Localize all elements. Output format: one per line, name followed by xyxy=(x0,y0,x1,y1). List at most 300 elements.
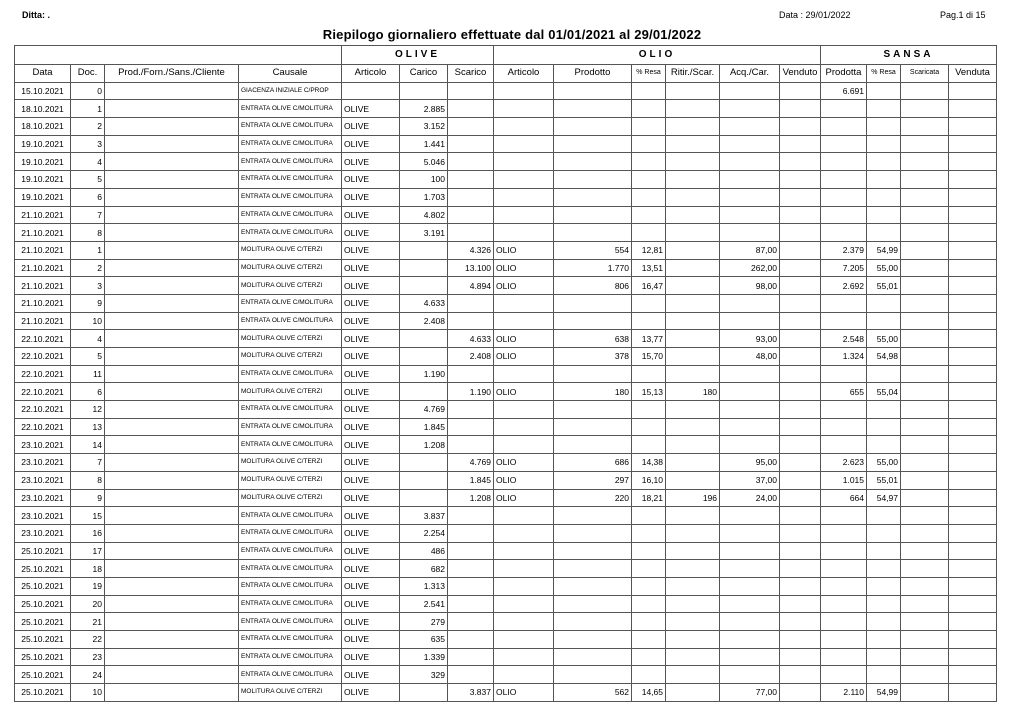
col-venduto-cell xyxy=(780,171,821,189)
col-data-cell: 21.10.2021 xyxy=(15,224,71,242)
col-resa-olio-cell xyxy=(632,595,666,613)
col-doc-cell: 18 xyxy=(71,560,105,578)
col-articolo-olio-cell xyxy=(494,100,554,118)
col-venduto-cell xyxy=(780,471,821,489)
col-ritir-scar-cell xyxy=(666,135,720,153)
col-data-cell: 19.10.2021 xyxy=(15,171,71,189)
col-prodotta-cell: 1.324 xyxy=(821,348,867,366)
col-cliente-cell xyxy=(105,454,239,472)
col-prodotto-cell xyxy=(554,171,632,189)
table-row xyxy=(15,383,997,401)
col-cliente-cell xyxy=(105,312,239,330)
col-prodotto-cell xyxy=(554,206,632,224)
col-articolo-olio-cell xyxy=(494,188,554,206)
col-ritir-scar-cell xyxy=(666,82,720,100)
col-resa-sansa-cell: 54,99 xyxy=(867,684,901,702)
col-articolo-olive-cell: OLIVE xyxy=(342,666,400,684)
col-articolo-olive-cell: OLIVE xyxy=(342,684,400,702)
col-venduto-cell xyxy=(780,294,821,312)
col-causale-cell: ENTRATA OLIVE C/MOLITURA xyxy=(239,206,342,224)
col-scarico-header: Scarico xyxy=(448,65,494,83)
col-cliente-cell xyxy=(105,436,239,454)
company-label: Ditta: . xyxy=(22,10,50,20)
col-acq-car-cell xyxy=(720,171,780,189)
col-doc-cell: 11 xyxy=(71,365,105,383)
col-venduto-cell xyxy=(780,684,821,702)
col-scarico-cell xyxy=(448,118,494,136)
col-doc-cell: 10 xyxy=(71,684,105,702)
col-articolo-olio-cell: OLIO xyxy=(494,259,554,277)
col-doc-cell: 24 xyxy=(71,666,105,684)
col-scarico-cell xyxy=(448,82,494,100)
col-resa-sansa-cell xyxy=(867,613,901,631)
table-row xyxy=(15,648,997,666)
col-carico-cell: 3.191 xyxy=(400,224,448,242)
col-doc-cell: 9 xyxy=(71,294,105,312)
col-venduta-header: Venduta xyxy=(949,65,997,83)
col-data-cell: 25.10.2021 xyxy=(15,595,71,613)
col-prodotta-cell xyxy=(821,224,867,242)
table-row xyxy=(15,507,997,525)
col-data-cell: 21.10.2021 xyxy=(15,241,71,259)
col-doc-cell: 4 xyxy=(71,330,105,348)
col-articolo-olio-cell xyxy=(494,613,554,631)
col-prodotta-cell xyxy=(821,188,867,206)
col-prodotto-cell xyxy=(554,631,632,649)
col-scarico-cell xyxy=(448,171,494,189)
col-articolo-olive-cell: OLIVE xyxy=(342,294,400,312)
col-acq-car-cell xyxy=(720,542,780,560)
col-prodotta-cell xyxy=(821,436,867,454)
col-prodotta-cell xyxy=(821,365,867,383)
col-prodotto-cell xyxy=(554,312,632,330)
col-resa-sansa-cell xyxy=(867,648,901,666)
col-venduta-cell xyxy=(949,401,997,419)
col-scaricata-header: Scaricata xyxy=(901,65,949,83)
col-causale-cell: ENTRATA OLIVE C/MOLITURA xyxy=(239,365,342,383)
col-prodotto-cell xyxy=(554,436,632,454)
col-venduta-cell xyxy=(949,454,997,472)
col-scaricata-cell xyxy=(901,631,949,649)
col-scarico-cell xyxy=(448,595,494,613)
col-cliente-cell xyxy=(105,418,239,436)
col-ritir-scar-cell xyxy=(666,259,720,277)
col-doc-cell: 17 xyxy=(71,542,105,560)
col-carico-cell: 2.408 xyxy=(400,312,448,330)
col-articolo-olive-cell: OLIVE xyxy=(342,100,400,118)
col-venduta-cell xyxy=(949,348,997,366)
col-scaricata-cell xyxy=(901,507,949,525)
col-data-cell: 21.10.2021 xyxy=(15,277,71,295)
col-resa-sansa-cell: 54,98 xyxy=(867,348,901,366)
col-articolo-olio-cell xyxy=(494,436,554,454)
col-carico-cell: 1.339 xyxy=(400,648,448,666)
col-acq-car-cell: 24,00 xyxy=(720,489,780,507)
col-ritir-scar-cell xyxy=(666,100,720,118)
col-scarico-cell xyxy=(448,542,494,560)
col-acq-car-cell: 37,00 xyxy=(720,471,780,489)
col-articolo-olive-cell: OLIVE xyxy=(342,383,400,401)
col-data-cell: 25.10.2021 xyxy=(15,613,71,631)
col-cliente-cell xyxy=(105,613,239,631)
col-prodotto-cell xyxy=(554,401,632,419)
col-acq-car-cell xyxy=(720,401,780,419)
col-data-cell: 18.10.2021 xyxy=(15,100,71,118)
col-carico-cell: 2.254 xyxy=(400,524,448,542)
col-cliente-cell xyxy=(105,507,239,525)
col-resa-sansa-cell xyxy=(867,436,901,454)
col-scarico-cell: 4.894 xyxy=(448,277,494,295)
col-ritir-scar-cell xyxy=(666,330,720,348)
col-doc-cell: 6 xyxy=(71,188,105,206)
col-resa-sansa-cell: 54,97 xyxy=(867,489,901,507)
col-resa-olio-cell xyxy=(632,631,666,649)
col-data-cell: 25.10.2021 xyxy=(15,542,71,560)
col-causale-cell: MOLITURA OLIVE C/TERZI xyxy=(239,277,342,295)
col-prodotta-cell: 655 xyxy=(821,383,867,401)
col-ritir-scar-cell xyxy=(666,613,720,631)
col-venduta-cell xyxy=(949,666,997,684)
col-venduto-cell xyxy=(780,577,821,595)
col-acq-car-cell xyxy=(720,631,780,649)
col-acq-car-cell xyxy=(720,613,780,631)
col-venduta-cell xyxy=(949,294,997,312)
col-acq-car-cell xyxy=(720,648,780,666)
col-causale-cell: ENTRATA OLIVE C/MOLITURA xyxy=(239,666,342,684)
col-resa-olio-header: % Resa xyxy=(632,65,666,83)
col-scaricata-cell xyxy=(901,401,949,419)
col-scaricata-cell xyxy=(901,206,949,224)
col-venduta-cell xyxy=(949,383,997,401)
col-causale-cell: ENTRATA OLIVE C/MOLITURA xyxy=(239,524,342,542)
col-scarico-cell xyxy=(448,401,494,419)
col-articolo-olio-cell xyxy=(494,418,554,436)
col-scarico-cell: 4.769 xyxy=(448,454,494,472)
col-venduta-cell xyxy=(949,613,997,631)
col-articolo-olio-cell: OLIO xyxy=(494,454,554,472)
col-carico-cell: 3.152 xyxy=(400,118,448,136)
col-prodotta-cell xyxy=(821,666,867,684)
col-articolo-olio-cell xyxy=(494,595,554,613)
table-body xyxy=(15,82,997,701)
col-causale-header: Causale xyxy=(239,65,342,83)
col-prodotta-cell: 664 xyxy=(821,489,867,507)
col-venduta-cell xyxy=(949,330,997,348)
col-venduta-cell xyxy=(949,365,997,383)
col-articolo-olive-cell: OLIVE xyxy=(342,171,400,189)
col-resa-sansa-cell xyxy=(867,631,901,649)
col-doc-cell: 19 xyxy=(71,577,105,595)
col-acq-car-cell xyxy=(720,524,780,542)
col-scarico-cell xyxy=(448,631,494,649)
table-row xyxy=(15,153,997,171)
col-ritir-scar-cell xyxy=(666,542,720,560)
col-resa-olio-cell: 16,47 xyxy=(632,277,666,295)
col-scaricata-cell xyxy=(901,153,949,171)
col-venduta-cell xyxy=(949,100,997,118)
col-resa-sansa-cell xyxy=(867,188,901,206)
col-scarico-cell xyxy=(448,135,494,153)
col-ritir-scar-cell xyxy=(666,171,720,189)
col-ritir-scar-cell xyxy=(666,684,720,702)
col-cliente-cell xyxy=(105,631,239,649)
col-causale-cell: ENTRATA OLIVE C/MOLITURA xyxy=(239,631,342,649)
col-venduta-cell xyxy=(949,206,997,224)
col-prodotta-cell xyxy=(821,631,867,649)
col-scarico-cell: 2.408 xyxy=(448,348,494,366)
col-resa-olio-cell xyxy=(632,188,666,206)
col-resa-sansa-cell xyxy=(867,418,901,436)
col-carico-cell xyxy=(400,489,448,507)
col-acq-car-cell xyxy=(720,206,780,224)
table-row xyxy=(15,171,997,189)
col-cliente-cell xyxy=(105,648,239,666)
col-cliente-cell xyxy=(105,259,239,277)
col-cliente-cell xyxy=(105,383,239,401)
col-prodotta-cell: 2.692 xyxy=(821,277,867,295)
col-data-cell: 22.10.2021 xyxy=(15,418,71,436)
col-doc-cell: 23 xyxy=(71,648,105,666)
col-carico-cell: 329 xyxy=(400,666,448,684)
col-carico-cell: 279 xyxy=(400,613,448,631)
col-carico-cell: 2.541 xyxy=(400,595,448,613)
col-resa-olio-cell: 14,65 xyxy=(632,684,666,702)
col-scarico-cell: 3.837 xyxy=(448,684,494,702)
col-resa-sansa-cell xyxy=(867,577,901,595)
col-acq-car-cell xyxy=(720,312,780,330)
col-scaricata-cell xyxy=(901,454,949,472)
col-resa-olio-cell xyxy=(632,666,666,684)
table-row xyxy=(15,418,997,436)
col-articolo-olive-cell: OLIVE xyxy=(342,560,400,578)
col-causale-cell: ENTRATA OLIVE C/MOLITURA xyxy=(239,436,342,454)
col-data-cell: 19.10.2021 xyxy=(15,188,71,206)
col-articolo-olio-cell xyxy=(494,135,554,153)
col-carico-cell xyxy=(400,348,448,366)
col-doc-cell: 0 xyxy=(71,82,105,100)
col-scarico-cell xyxy=(448,436,494,454)
col-venduta-cell xyxy=(949,507,997,525)
col-venduta-cell xyxy=(949,489,997,507)
col-articolo-olive-cell: OLIVE xyxy=(342,188,400,206)
col-ritir-scar-cell xyxy=(666,560,720,578)
col-acq-car-cell xyxy=(720,666,780,684)
col-resa-olio-cell xyxy=(632,648,666,666)
col-venduta-cell xyxy=(949,118,997,136)
col-venduta-cell xyxy=(949,241,997,259)
col-doc-cell: 2 xyxy=(71,118,105,136)
col-ritir-scar-cell xyxy=(666,365,720,383)
col-prodotta-cell xyxy=(821,171,867,189)
col-cliente-cell xyxy=(105,153,239,171)
col-scaricata-cell xyxy=(901,330,949,348)
col-prodotto-cell: 378 xyxy=(554,348,632,366)
col-resa-olio-cell: 18,21 xyxy=(632,489,666,507)
col-venduto-cell xyxy=(780,100,821,118)
col-scarico-cell: 1.845 xyxy=(448,471,494,489)
col-causale-cell: ENTRATA OLIVE C/MOLITURA xyxy=(239,188,342,206)
col-articolo-olio-cell xyxy=(494,153,554,171)
col-data-cell: 25.10.2021 xyxy=(15,560,71,578)
table-row xyxy=(15,135,997,153)
col-ritir-scar-cell xyxy=(666,524,720,542)
col-articolo-olio-cell: OLIO xyxy=(494,330,554,348)
table-row xyxy=(15,188,997,206)
col-cliente-cell xyxy=(105,224,239,242)
col-articolo-olive-cell: OLIVE xyxy=(342,312,400,330)
col-articolo-olive-cell: OLIVE xyxy=(342,613,400,631)
table-row xyxy=(15,294,997,312)
report-title: Riepilogo giornaliero effettuate dal 01/01/2021 al 29/01/2022 xyxy=(322,27,702,42)
table-row xyxy=(15,100,997,118)
col-doc-cell: 5 xyxy=(71,348,105,366)
col-scaricata-cell xyxy=(901,418,949,436)
col-venduto-cell xyxy=(780,153,821,171)
col-venduto-cell xyxy=(780,365,821,383)
col-data-cell: 19.10.2021 xyxy=(15,135,71,153)
col-scarico-cell xyxy=(448,206,494,224)
col-venduto-cell xyxy=(780,224,821,242)
col-cliente-cell xyxy=(105,206,239,224)
col-articolo-olive-cell: OLIVE xyxy=(342,595,400,613)
col-articolo-olive-cell: OLIVE xyxy=(342,259,400,277)
col-resa-olio-cell xyxy=(632,206,666,224)
col-cliente-cell xyxy=(105,666,239,684)
col-doc-cell: 7 xyxy=(71,454,105,472)
col-scaricata-cell xyxy=(901,135,949,153)
col-venduto-cell xyxy=(780,383,821,401)
col-resa-olio-cell xyxy=(632,153,666,171)
col-articolo-olio-cell xyxy=(494,577,554,595)
col-cliente-cell xyxy=(105,489,239,507)
col-resa-olio-cell: 16,10 xyxy=(632,471,666,489)
col-cliente-cell xyxy=(105,82,239,100)
col-articolo-olio-cell: OLIO xyxy=(494,489,554,507)
col-articolo-olive-header: Articolo xyxy=(342,65,400,83)
col-doc-cell: 15 xyxy=(71,507,105,525)
col-articolo-olive-cell: OLIVE xyxy=(342,401,400,419)
col-ritir-scar-cell xyxy=(666,418,720,436)
col-cliente-cell xyxy=(105,524,239,542)
col-acq-car-cell xyxy=(720,135,780,153)
col-scarico-cell: 4.326 xyxy=(448,241,494,259)
col-causale-cell: ENTRATA OLIVE C/MOLITURA xyxy=(239,118,342,136)
col-resa-sansa-cell: 55,00 xyxy=(867,330,901,348)
col-causale-cell: MOLITURA OLIVE C/TERZI xyxy=(239,489,342,507)
col-acq-car-cell xyxy=(720,153,780,171)
col-cliente-cell xyxy=(105,595,239,613)
col-venduto-cell xyxy=(780,348,821,366)
col-doc-cell: 13 xyxy=(71,418,105,436)
col-articolo-olio-cell xyxy=(494,171,554,189)
col-prodotta-cell: 2.623 xyxy=(821,454,867,472)
col-doc-cell: 21 xyxy=(71,613,105,631)
col-resa-sansa-cell xyxy=(867,666,901,684)
col-cliente-cell xyxy=(105,542,239,560)
col-scaricata-cell xyxy=(901,188,949,206)
col-prodotta-cell: 6.691 xyxy=(821,82,867,100)
col-ritir-scar-cell xyxy=(666,666,720,684)
col-resa-olio-cell: 15,13 xyxy=(632,383,666,401)
col-resa-olio-cell xyxy=(632,542,666,560)
col-acq-car-cell: 262,00 xyxy=(720,259,780,277)
col-articolo-olio-cell xyxy=(494,206,554,224)
col-acq-car-cell xyxy=(720,560,780,578)
col-causale-cell: ENTRATA OLIVE C/MOLITURA xyxy=(239,507,342,525)
col-carico-cell: 1.313 xyxy=(400,577,448,595)
col-venduta-cell xyxy=(949,577,997,595)
col-prodotto-cell xyxy=(554,294,632,312)
col-scarico-cell xyxy=(448,648,494,666)
col-scaricata-cell xyxy=(901,489,949,507)
col-resa-olio-cell xyxy=(632,118,666,136)
col-scaricata-cell xyxy=(901,383,949,401)
col-data-cell: 21.10.2021 xyxy=(15,206,71,224)
col-resa-olio-cell xyxy=(632,294,666,312)
col-doc-cell: 3 xyxy=(71,135,105,153)
col-scaricata-cell xyxy=(901,82,949,100)
col-prodotta-cell xyxy=(821,648,867,666)
col-resa-olio-cell xyxy=(632,524,666,542)
table-row xyxy=(15,542,997,560)
col-acq-car-cell: 77,00 xyxy=(720,684,780,702)
col-prodotto-cell xyxy=(554,595,632,613)
col-data-cell: 23.10.2021 xyxy=(15,436,71,454)
col-carico-cell: 4.633 xyxy=(400,294,448,312)
col-carico-cell: 1.208 xyxy=(400,436,448,454)
col-scaricata-cell xyxy=(901,648,949,666)
col-resa-olio-cell xyxy=(632,401,666,419)
table-row xyxy=(15,613,997,631)
col-ritir-scar-cell xyxy=(666,648,720,666)
col-resa-sansa-cell xyxy=(867,224,901,242)
col-venduta-cell xyxy=(949,312,997,330)
col-articolo-olive-cell: OLIVE xyxy=(342,631,400,649)
col-carico-cell xyxy=(400,82,448,100)
col-prodotta-cell xyxy=(821,100,867,118)
col-acq-car-cell xyxy=(720,383,780,401)
col-scarico-cell xyxy=(448,524,494,542)
col-doc-cell: 12 xyxy=(71,401,105,419)
col-acq-car-cell xyxy=(720,418,780,436)
col-prodotto-cell xyxy=(554,153,632,171)
col-carico-cell xyxy=(400,684,448,702)
col-prodotto-cell xyxy=(554,82,632,100)
table-row xyxy=(15,330,997,348)
col-scaricata-cell xyxy=(901,684,949,702)
col-doc-cell: 3 xyxy=(71,277,105,295)
col-carico-cell xyxy=(400,259,448,277)
col-articolo-olio-cell: OLIO xyxy=(494,471,554,489)
col-prodotto-cell: 297 xyxy=(554,471,632,489)
col-prodotto-cell xyxy=(554,666,632,684)
col-prodotto-cell xyxy=(554,100,632,118)
col-venduto-cell xyxy=(780,436,821,454)
col-resa-olio-cell xyxy=(632,577,666,595)
col-acq-car-cell: 93,00 xyxy=(720,330,780,348)
col-venduto-cell xyxy=(780,595,821,613)
col-prodotto-cell xyxy=(554,507,632,525)
col-venduto-cell xyxy=(780,418,821,436)
col-scarico-cell xyxy=(448,188,494,206)
col-doc-cell: 8 xyxy=(71,224,105,242)
col-prodotto-cell xyxy=(554,577,632,595)
col-venduto-cell xyxy=(780,188,821,206)
col-venduta-cell xyxy=(949,436,997,454)
col-prodotta-cell xyxy=(821,294,867,312)
col-prodotto-cell xyxy=(554,118,632,136)
col-doc-cell: 4 xyxy=(71,153,105,171)
